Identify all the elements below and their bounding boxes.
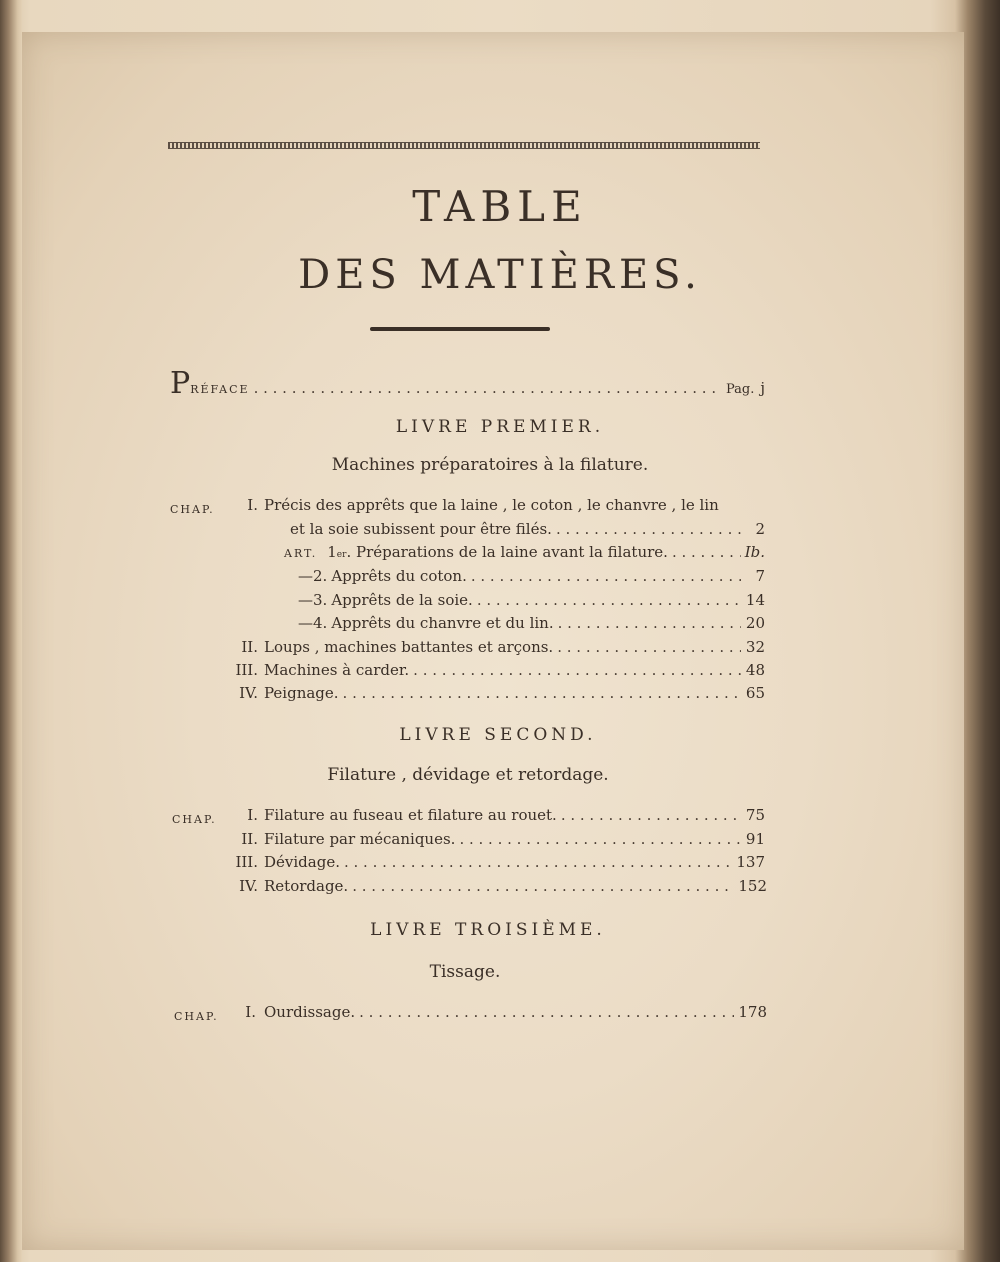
page-number: 20 [745, 614, 765, 632]
chapter-title: Peignage. [264, 684, 339, 702]
chapter-title: Machines à carder. [264, 661, 410, 679]
chapter-number: I. [247, 496, 258, 514]
leader-dots [561, 806, 741, 824]
article-title: . Préparations de la laine avant la filature. [346, 543, 668, 561]
chapter-number: IV. [239, 877, 258, 895]
page-number: Ib. [744, 543, 765, 561]
page-number: 48 [745, 661, 765, 679]
leader-dots [413, 661, 741, 679]
livre-1-heading: LIVRE PREMIER. [395, 417, 605, 437]
chapter-number: IV. [239, 684, 258, 702]
chapter-title: Retordage. [264, 877, 349, 895]
preface-entry [170, 366, 765, 400]
page-number: 137 [736, 853, 765, 871]
chapter-number: II. [241, 638, 258, 656]
page-number: 91 [745, 830, 765, 848]
chapter-number: I. [247, 806, 258, 824]
chapter-title: Loups , machines battantes et arçons. [264, 638, 554, 656]
chapter-1-entry [232, 1003, 767, 1027]
article-number: —4. [298, 614, 328, 632]
article-number: —3. [298, 591, 328, 609]
page-number: 14 [745, 591, 765, 609]
chapter-title: Filature au fuseau et filature au rouet. [264, 806, 557, 824]
chapter-number: III. [235, 853, 258, 871]
leader-dots [344, 853, 732, 871]
chap-label: CHAP. [174, 1010, 219, 1023]
livre-2-subtitle: Filature , dévidage et retordage. [327, 765, 609, 785]
chapter-3-entry [230, 853, 765, 877]
title-line-1: TABLE [412, 182, 588, 231]
preface-page-label: Pag. [725, 382, 755, 397]
livre-3-heading: LIVRE TROISIÈME. [370, 920, 606, 940]
article-number: 1 [327, 543, 337, 561]
article-2-entry [298, 567, 765, 591]
article-label: ART. [284, 547, 318, 560]
chapter-2-entry [230, 638, 765, 662]
article-number: —2. [298, 567, 328, 585]
chapter-2-entry [230, 830, 765, 854]
article-1-entry [284, 543, 765, 567]
chapter-1-entry-line-b [290, 520, 765, 544]
chapter-title: Ourdissage. [264, 1003, 356, 1021]
article-title: Apprêts du coton. [331, 567, 467, 585]
chapter-number: III. [235, 661, 258, 679]
livre-1-subtitle: Machines préparatoires à la filature. [331, 455, 649, 475]
leader-dots [556, 520, 741, 538]
chapter-1-entry-line-a [234, 496, 769, 520]
article-4-entry [298, 614, 765, 638]
title-rule [370, 327, 550, 331]
leader-dots [672, 543, 741, 561]
leader-dots [359, 1003, 734, 1021]
page-number: 75 [745, 806, 765, 824]
chapter-title-continued: et la soie subissent pour être filés. [290, 520, 552, 538]
page-number: 2 [755, 520, 765, 538]
chapter-number: II. [241, 830, 258, 848]
chapter-title: Précis des apprêts que la laine , le coton , le chanvre , le lin [264, 496, 719, 514]
chapter-title: Filature par mécaniques. [264, 830, 456, 848]
article-title: Apprêts du chanvre et du lin. [331, 614, 554, 632]
preface-label: RÉFACE [190, 383, 250, 396]
leader-dots [558, 614, 741, 632]
leader-dots [459, 830, 741, 848]
page-number: 178 [738, 1003, 767, 1021]
article-3-entry [298, 591, 765, 615]
ornamental-rule [168, 142, 760, 149]
preface-page: j [760, 379, 765, 397]
chapter-title: Dévidage. [264, 853, 340, 871]
page-number: 152 [738, 877, 767, 895]
leader-dots [343, 684, 741, 702]
page-number: 32 [745, 638, 765, 656]
title-line-2: DES MATIÈRES. [298, 252, 702, 298]
article-superscript: er [336, 550, 347, 560]
chapter-4-entry [230, 877, 767, 901]
page-number: 7 [755, 567, 765, 585]
chapter-4-entry [230, 684, 765, 708]
chap-label: CHAP. [172, 813, 217, 826]
livre-2-heading: LIVRE SECOND. [399, 725, 597, 745]
leader-dots [557, 638, 741, 656]
preface-initial: P [170, 366, 191, 401]
chapter-number: I. [245, 1003, 256, 1021]
leader-dots [471, 567, 741, 585]
leader-dots [477, 591, 741, 609]
chapter-3-entry [230, 661, 765, 685]
page-number: 65 [745, 684, 765, 702]
chapter-1-entry [230, 806, 765, 830]
chap-label: CHAP. [170, 503, 215, 516]
article-title: Apprêts de la soie. [331, 591, 473, 609]
livre-3-subtitle: Tissage. [429, 962, 501, 982]
leader-dots [254, 379, 722, 397]
leader-dots [352, 877, 734, 895]
